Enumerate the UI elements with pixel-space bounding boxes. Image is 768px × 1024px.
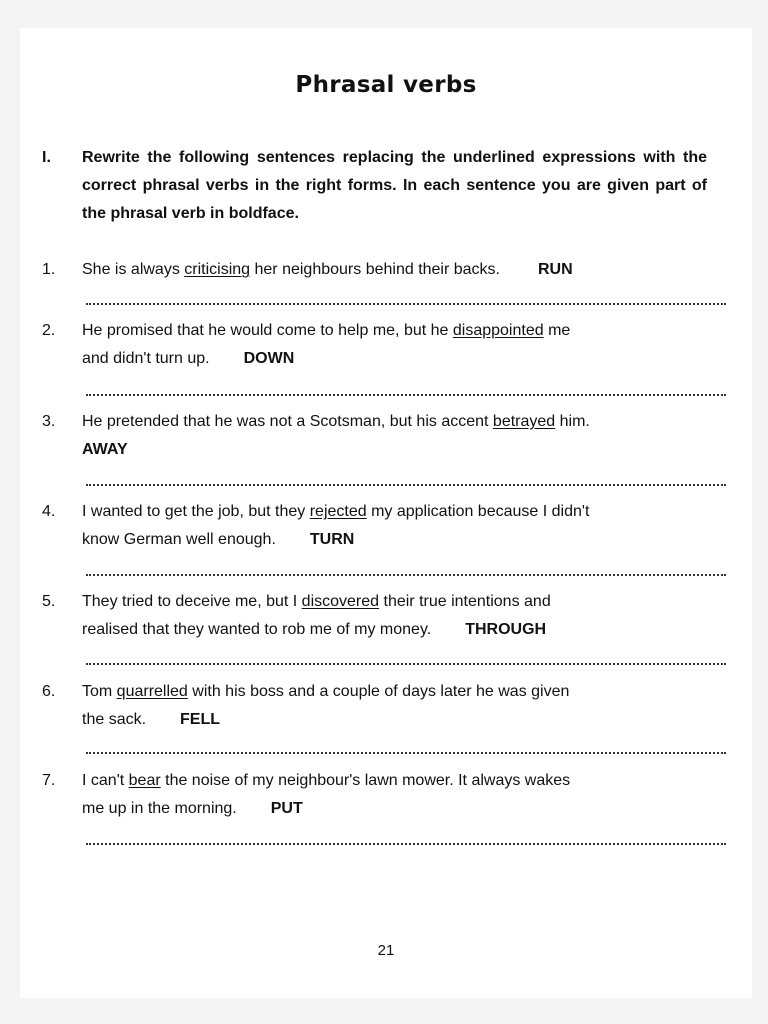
item-sentence — [82, 498, 722, 554]
sentence-text: my application because I didn't — [366, 503, 590, 520]
sentence-text: He pretended that he was not a Scotsman, but his accent — [82, 413, 493, 430]
sentence-text: him. — [555, 413, 590, 430]
sentence-text: realised that they wanted to rob me of my money. — [82, 621, 432, 638]
sentence-text: I wanted to get the job, but they — [82, 503, 310, 520]
underlined-expression: discovered — [301, 593, 380, 610]
page-title: Phrasal verbs — [295, 72, 477, 98]
item-number: 7. — [42, 772, 56, 789]
page-number: 21 — [377, 942, 395, 959]
answer-line[interactable] — [86, 843, 726, 845]
keyword: THROUGH — [465, 621, 547, 638]
sentence-text: the sack. — [82, 711, 147, 728]
sentence-text: They tried to deceive me, but I — [82, 593, 302, 610]
underlined-expression: quarrelled — [116, 683, 188, 700]
item-sentence — [82, 588, 722, 644]
sentence-text: I can't — [82, 772, 129, 789]
answer-line[interactable] — [86, 303, 726, 305]
sentence-text: me — [543, 322, 571, 339]
sentence-text: know German well enough. — [82, 531, 276, 548]
instruction-text: Rewrite the following sentences replacing the underlined expressions with the correct phrasal verbs in the right forms. In each sentence you are given part of the phrasal verb in boldface. — [82, 149, 707, 222]
item-number: 5. — [42, 593, 56, 610]
underlined-expression: bear — [128, 772, 161, 789]
sentence-text: me up in the morning. — [82, 800, 237, 817]
answer-line[interactable] — [86, 663, 726, 665]
keyword: PUT — [270, 800, 303, 817]
item-sentence — [82, 408, 722, 464]
answer-line[interactable] — [86, 484, 726, 486]
item-number: 3. — [42, 413, 56, 430]
keyword: FELL — [180, 711, 221, 728]
keyword: RUN — [538, 261, 573, 278]
item-number: 2. — [42, 322, 56, 339]
underlined-expression: betrayed — [492, 413, 556, 430]
answer-line[interactable] — [86, 574, 726, 576]
item-sentence — [82, 317, 722, 373]
sentence-text: He promised that he would come to help me, but he — [82, 322, 453, 339]
underlined-expression: disappointed — [452, 322, 544, 339]
keyword: TURN — [309, 531, 355, 548]
sentence-text: with his boss and a couple of days later he was given — [187, 683, 570, 700]
sentence-text: her neighbours behind their backs. — [250, 261, 500, 278]
worksheet-page — [20, 28, 752, 998]
answer-line[interactable] — [86, 394, 726, 396]
sentence-text: She is always — [82, 261, 185, 278]
keyword: DOWN — [243, 350, 295, 367]
sentence-text: the noise of my neighbour's lawn mower. It always wakes — [160, 772, 571, 789]
sentence-text: and didn't turn up. — [82, 350, 210, 367]
sentence-text: their true intentions and — [379, 593, 551, 610]
answer-line[interactable] — [86, 752, 726, 754]
item-sentence — [82, 678, 722, 734]
item-sentence — [82, 256, 722, 284]
item-number: 6. — [42, 683, 56, 700]
item-number: 4. — [42, 503, 56, 520]
instruction-label: I. — [42, 149, 51, 166]
keyword: AWAY — [82, 441, 128, 458]
item-number: 1. — [42, 261, 56, 278]
sentence-text: Tom — [82, 683, 117, 700]
underlined-expression: rejected — [309, 503, 367, 520]
item-sentence — [82, 767, 722, 823]
underlined-expression: criticising — [184, 261, 251, 278]
